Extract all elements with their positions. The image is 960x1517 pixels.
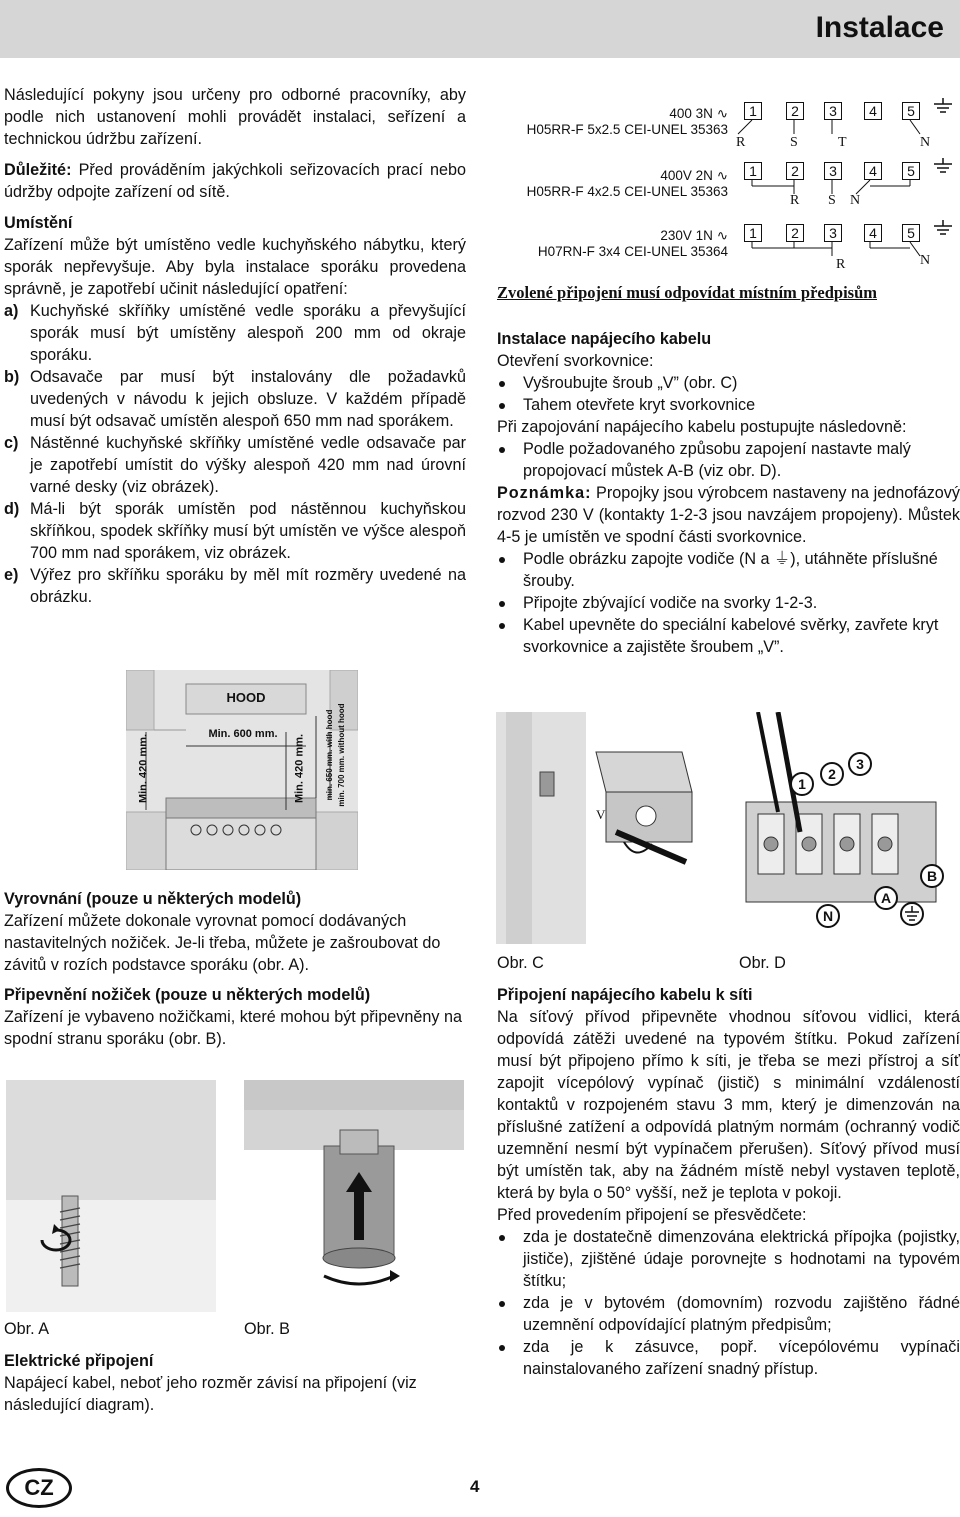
- list-item-text: Odsavače par musí být instalovány dle požadavků uvedených v návodu k jejich obsluze. V každém případě musí být odsavač umístěn alespoň 650 mm nad sporákem.: [30, 368, 466, 430]
- check-list: [497, 1226, 960, 1380]
- mains-section: [497, 984, 960, 1380]
- list-item: zda je v bytovém (domovním) rozvodu zajištěno řádné uzemnění odpovídající platným předpisům;: [497, 1292, 960, 1336]
- terminal-4: 4: [864, 102, 882, 120]
- page-header: [0, 0, 960, 58]
- min420-left-label: Min. 420 mm.: [137, 733, 150, 804]
- connect-text: Při zapojování napájecího kabelu postupujte následovně:: [497, 418, 907, 436]
- list-item: [4, 564, 466, 608]
- phase-r: R: [736, 135, 746, 150]
- note: [497, 482, 960, 548]
- min700-label: min. 700 mm. without hood: [337, 703, 346, 807]
- electric-heading: Elektrické připojení: [4, 1352, 154, 1370]
- feet-figure: [6, 1080, 464, 1312]
- list-item: [4, 366, 466, 432]
- figd-label-2: 2: [828, 766, 836, 782]
- wiring-row1-cable: H05RR-F 5x2.5 CEI-UNEL 35363: [526, 122, 728, 137]
- leveling-text: Zařízení můžete dokonale vyrovnat pomocí dodávaných nastavitelných nožiček. Je-li třeba, můžete je zašroubovat do závitů v rozích podstavce sporáku (obr. A).: [4, 912, 441, 974]
- terminal-3: 3: [824, 162, 842, 180]
- wiring-row1-voltage: 400 3N: [669, 106, 713, 121]
- list-item: [4, 498, 466, 564]
- page-number: 4: [470, 1477, 480, 1496]
- list-item: Vyšroubujte šroub „V” (obr. C): [497, 372, 960, 394]
- hood-label: HOOD: [226, 690, 266, 705]
- list-marker: a): [4, 302, 19, 320]
- figc-label-v: V: [596, 807, 606, 822]
- important-label: Důležité:: [4, 161, 72, 179]
- list-item: Podle požadovaného způsobu zapojení nastavte malý propojovací můstek A-B (viz obr. D).: [497, 438, 960, 482]
- electric-section: [4, 1350, 474, 1416]
- mains-text: Na síťový přívod připevněte vhodnou síťovou vidlici, která odpovídá zátěži uvedené na typovém štítku. Pokud zařízení musí být připojeno přímo k síti, je třeba se mezi přístroj a síť zapojit vícepólový vypínač (jistič) s minimální vzdáleností kontaktů v rozpojeném stavu 3 mm, který je dimenzován na příslušné zatížení a odpovídá platným normám (ochranný vodič uzemnění nesmí být vypínačem přerušen). Síťový přívod musí být umístěn tak, aby na žádném místě nebyl vystaven teplotě, která by byla o 50° vyšší, než je teplota v pokoji.: [497, 1008, 960, 1202]
- list-item: [4, 432, 466, 498]
- mains-heading: Připojení napájecího kabelu k síti: [497, 986, 753, 1004]
- terminal-figure: [496, 712, 960, 944]
- wiring-row2-labels: [490, 168, 728, 200]
- leveling-section: [4, 888, 466, 1050]
- list-item: Tahem otevřete kryt svorkovnice: [497, 394, 960, 416]
- terminal-3: 3: [824, 224, 842, 242]
- steps-list: [497, 548, 960, 658]
- figd-label-3: 3: [856, 756, 864, 772]
- wiring-row2-cable: H05RR-F 4x2.5 CEI-UNEL 35363: [526, 184, 728, 199]
- list-item-text: Má-li být sporák umístěn pod nástěnnou kuchyňskou skříňkou, spodek skříňky musí být umístěn ve výšce alespoň 700 mm nad sporákem, viz obrázek.: [30, 500, 466, 562]
- list-item: Podle obrázku zapojte vodiče (N a ⏚), utáhněte příslušné šrouby.: [497, 548, 960, 592]
- electric-text: Napájecí kabel, neboť jeho rozměr závisí na připojení (viz následující diagram).: [4, 1374, 417, 1414]
- wiring-row1-labels: [490, 106, 728, 138]
- terminal-1: 1: [744, 162, 762, 180]
- note-text: Propojky jsou výrobcem nastaveny na jednofázový rozvod 230 V (kontakty 1-2-3 jsou navzájem propojeny). Můstek 4-5 je umístěn ve spodní části svorkovnice.: [497, 484, 960, 546]
- phase-t: T: [838, 135, 847, 150]
- terminal-4: 4: [864, 162, 882, 180]
- list-item-text: Kuchyňské skříňky umístěné vedle sporáku a převyšující sporák musí být umístěny alespoň 200 mm od okraje sporáku.: [30, 302, 466, 364]
- min650-label: min. 650 mm. with hood: [325, 709, 334, 801]
- terminal-2: 2: [786, 224, 804, 242]
- wiring-row3-cable: H07RN-F 3x4 CEI-UNEL 35364: [537, 244, 728, 259]
- important-text: Před prováděním jakýchkoli seřizovacích prací nebo údržby odpojte zařízení od sítě.: [4, 161, 466, 201]
- figd-label-a: A: [880, 890, 892, 906]
- terminal-5: 5: [902, 162, 920, 180]
- caption-b: Obr. B: [244, 1320, 290, 1338]
- page-title: Instalace: [815, 11, 944, 44]
- feet-heading: Připevnění nožiček (pouze u některých modelů): [4, 986, 371, 1004]
- caption-a: Obr. A: [4, 1320, 49, 1338]
- wiring-row3-labels: [490, 228, 728, 260]
- list-item: Kabel upevněte do speciální kabelové svěrky, zavřete kryt svorkovnice a zajistěte šroubem „V”.: [497, 614, 960, 658]
- wiring-row2-lines: [730, 158, 960, 202]
- terminal-2: 2: [786, 102, 804, 120]
- left-column: [4, 84, 466, 608]
- figd-label-1: 1: [798, 776, 806, 792]
- figd-label-b: B: [926, 868, 938, 884]
- placement-heading: Umístění: [4, 214, 73, 232]
- note-label: Poznámka:: [497, 484, 592, 502]
- min600-label: Min. 600 mm.: [208, 728, 278, 740]
- list-item: Připojte zbývající vodiče na svorky 1-2-3.: [497, 592, 960, 614]
- phase-r: R: [836, 257, 846, 272]
- leveling-heading: Vyrovnání (pouze u některých modelů): [4, 890, 302, 908]
- check-text: Před provedením připojení se přesvědčete:: [497, 1206, 807, 1224]
- important-note: [4, 159, 466, 203]
- placement-list: [4, 300, 466, 608]
- clearance-figure: [126, 670, 358, 870]
- list-marker: b): [4, 368, 20, 386]
- list-item: zda je k zásuvce, popř. vícepólovému vypínači nainstalovaného zařízení snadný přístup.: [497, 1336, 960, 1380]
- phase-n: N: [920, 135, 931, 150]
- figd-label-n: N: [822, 908, 834, 924]
- phase-s: S: [790, 135, 798, 150]
- placement-text: Zařízení může být umístěno vedle kuchyňského nábytku, který sporák nepřevyšuje. Aby byla instalace sporáku provedena správně, je zapotřebí učinit následující opatření:: [4, 236, 466, 298]
- list-item: [4, 300, 466, 366]
- right-column: [497, 328, 960, 658]
- caption-c: Obr. C: [497, 954, 544, 972]
- connect-list: [497, 438, 960, 482]
- wiring-row3-voltage: 230V 1N: [660, 228, 713, 243]
- list-marker: d): [4, 500, 20, 518]
- feet-drawing: [6, 1080, 464, 1312]
- list-item-text: Nástěnné kuchyňské skříňky umístěné vedle odsavače par je zapotřebí umístit do výšky alespoň 420 mm nad úrovní varné desky (viz obrázek).: [30, 434, 466, 496]
- terminal-3: 3: [824, 102, 842, 120]
- phase-n: N: [850, 193, 861, 208]
- terminal-1: 1: [744, 224, 762, 242]
- cable-heading: Instalace napájecího kabelu: [497, 330, 712, 348]
- terminal-4: 4: [864, 224, 882, 242]
- open-list: [497, 372, 960, 416]
- wiring-diagrams: [490, 90, 960, 300]
- terminal-drawing: [496, 712, 960, 944]
- terminal-1: 1: [744, 102, 762, 120]
- list-marker: c): [4, 434, 19, 452]
- min420-right-label: Min. 420 mm.: [293, 733, 306, 804]
- list-item-text: Výřez pro skříňku sporáku by měl mít rozměry uvedené na obrázku.: [30, 566, 466, 606]
- ac-icon: ∿: [716, 228, 728, 243]
- country-badge: CZ: [6, 1468, 72, 1508]
- list-marker: e): [4, 566, 19, 584]
- terminal-2: 2: [786, 162, 804, 180]
- phase-n: N: [920, 253, 931, 268]
- terminal-5: 5: [902, 102, 920, 120]
- phase-r: R: [790, 193, 800, 208]
- terminal-5: 5: [902, 224, 920, 242]
- wiring-row2-voltage: 400V 2N: [660, 168, 713, 183]
- ac-icon: ∿: [716, 106, 728, 121]
- feet-text: Zařízení je vybaveno nožičkami, které mohou být připevněny na spodní stranu sporáku (obr. B).: [4, 1008, 462, 1048]
- wiring-note: Zvolené připojení musí odpovídat místním předpisům: [497, 283, 878, 302]
- ac-icon: ∿: [716, 168, 728, 183]
- intro-text: Následující pokyny jsou určeny pro odborné pracovníky, aby podle nich ustanovení mohli provádět instalaci, seřízení a technickou údržbu zařízení.: [4, 86, 466, 148]
- open-text: Otevření svorkovnice:: [497, 352, 654, 370]
- list-item: zda je dostatečně dimenzována elektrická přípojka (pojistky, jističe), zjištěné údaje porovnejte s hodnotami na typovém štítku;: [497, 1226, 960, 1292]
- caption-d: Obr. D: [739, 954, 786, 972]
- phase-s: S: [828, 193, 836, 208]
